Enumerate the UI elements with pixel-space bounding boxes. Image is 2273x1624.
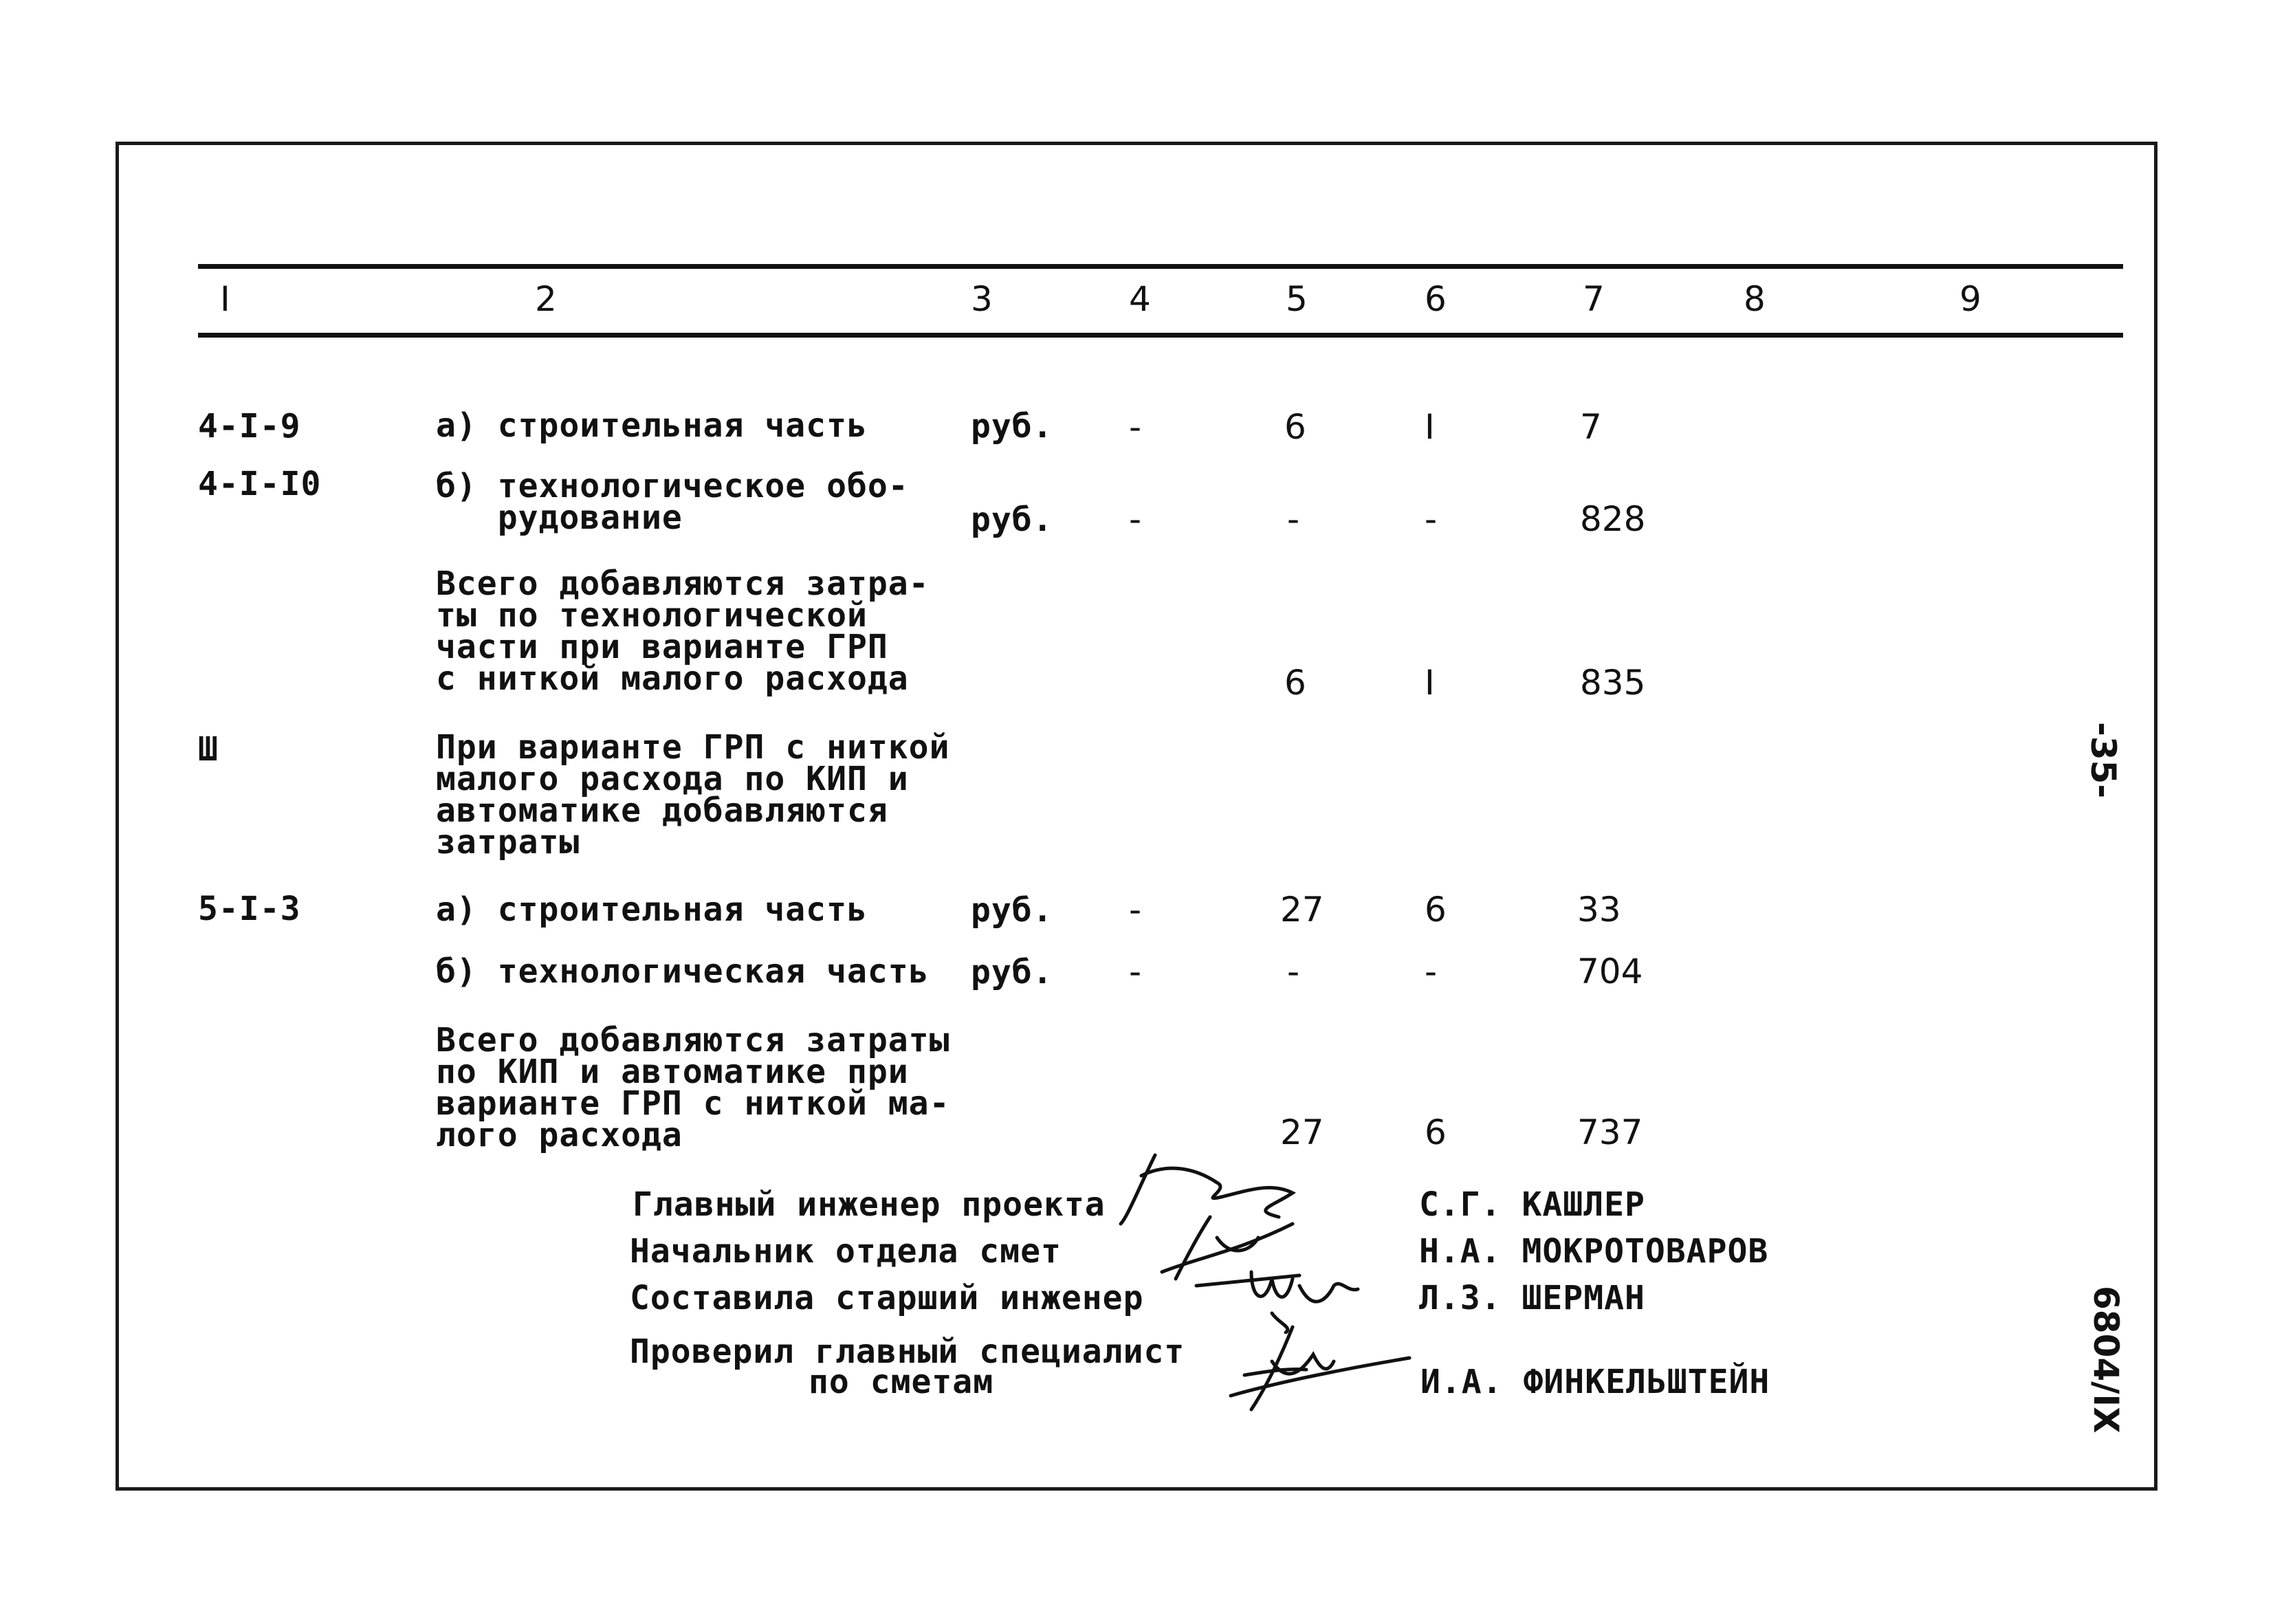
desc-line: малого расхода по КИП и [436, 760, 909, 798]
signature-role: Проверил главный специалист [630, 1332, 1185, 1371]
row-unit: руб. [971, 407, 1053, 446]
col-header-8: 8 [1744, 279, 1766, 319]
desc-line: а) строительная часть [436, 890, 868, 929]
row-col7: 704 [1577, 952, 1643, 991]
signature-name: И.А. ФИНКЕЛЬШТЕЙН [1420, 1363, 1770, 1401]
desc-line: автоматике добавляются [436, 791, 888, 830]
row-code: 5-I-3 [198, 890, 301, 928]
signature-role-line2: по сметам [809, 1363, 994, 1401]
row-col5: 27 [1280, 890, 1324, 930]
desc-line: с ниткой малого расхода [436, 659, 909, 698]
col-header-7: 7 [1583, 279, 1605, 319]
desc-line: лого расхода [436, 1116, 683, 1154]
signature-role: Главный инженер проекта [633, 1185, 1106, 1224]
row-col5: - [1287, 952, 1300, 991]
signature-name: Н.А. МОКРОТОВАРОВ [1419, 1232, 1769, 1271]
desc-line: а) строительная часть [436, 406, 868, 445]
row-col6: I [1425, 407, 1435, 447]
header-top-rule [198, 264, 2123, 269]
row-unit: руб. [971, 501, 1053, 539]
col-header-6: 6 [1425, 279, 1447, 319]
desc-line: варианте ГРП с ниткой ма- [436, 1084, 950, 1123]
desc-line: Всего добавляются затраты [436, 1021, 950, 1060]
desc-line: Всего добавляются затра- [436, 564, 930, 603]
col-header-9: 9 [1959, 279, 1981, 319]
desc-line: б) технологическое обо- [436, 467, 909, 505]
desc-line: ты по технологической [436, 596, 868, 635]
row-col6: - [1425, 499, 1438, 539]
row-col4: - [1129, 952, 1142, 991]
row-col6: 6 [1425, 890, 1447, 930]
row-col7: 7 [1580, 407, 1602, 447]
handwritten-signature [1224, 1320, 1416, 1416]
signature-role: Начальник отдела смет [630, 1232, 1062, 1271]
row-description [436, 1021, 950, 1154]
signature-role: Составила старший инженер [630, 1279, 1144, 1317]
col-header-2: 2 [535, 279, 557, 319]
row-col7: 33 [1577, 890, 1621, 930]
row-col7: 737 [1577, 1112, 1643, 1152]
row-col7: 828 [1580, 499, 1646, 539]
page-number: -35- [2083, 722, 2123, 799]
row-description [436, 564, 930, 698]
row-col7: 835 [1580, 663, 1646, 703]
desc-line: затраты [436, 823, 580, 862]
document-number: 6804/IX [2086, 1286, 2126, 1434]
row-description [436, 952, 930, 991]
row-col5: 27 [1280, 1112, 1324, 1152]
desc-line: части при варианте ГРП [436, 628, 888, 666]
row-description [436, 890, 868, 929]
header-bottom-rule [198, 333, 2123, 338]
row-unit: руб. [971, 891, 1053, 930]
row-description [436, 728, 950, 862]
row-col6: I [1425, 663, 1435, 703]
desc-line: рудование [436, 498, 683, 537]
col-header-4: 4 [1129, 279, 1151, 319]
signature-name: Л.З. ШЕРМАН [1419, 1279, 1645, 1317]
desc-line: б) технологическая часть [436, 952, 930, 991]
row-col5: 6 [1284, 663, 1306, 703]
row-description [436, 406, 868, 445]
row-code: 4-I-9 [198, 407, 301, 446]
row-code: Ш [198, 730, 219, 769]
desc-line: по КИП и автоматике при [436, 1053, 909, 1091]
signature-name: С.Г. КАШЛЕР [1419, 1185, 1645, 1224]
row-code: 4-I-I0 [198, 465, 322, 503]
row-unit: руб. [971, 953, 1053, 991]
row-col6: 6 [1425, 1112, 1447, 1152]
row-col4: - [1129, 407, 1142, 447]
row-description [436, 467, 909, 537]
col-header-5: 5 [1286, 279, 1308, 319]
row-col5: - [1287, 499, 1300, 539]
row-col4: - [1129, 499, 1142, 539]
row-col6: - [1425, 952, 1438, 991]
desc-line: При варианте ГРП с ниткой [436, 728, 950, 767]
col-header-1: I [220, 279, 230, 319]
row-col4: - [1129, 890, 1142, 930]
row-col5: 6 [1284, 407, 1306, 447]
col-header-3: 3 [971, 279, 993, 319]
